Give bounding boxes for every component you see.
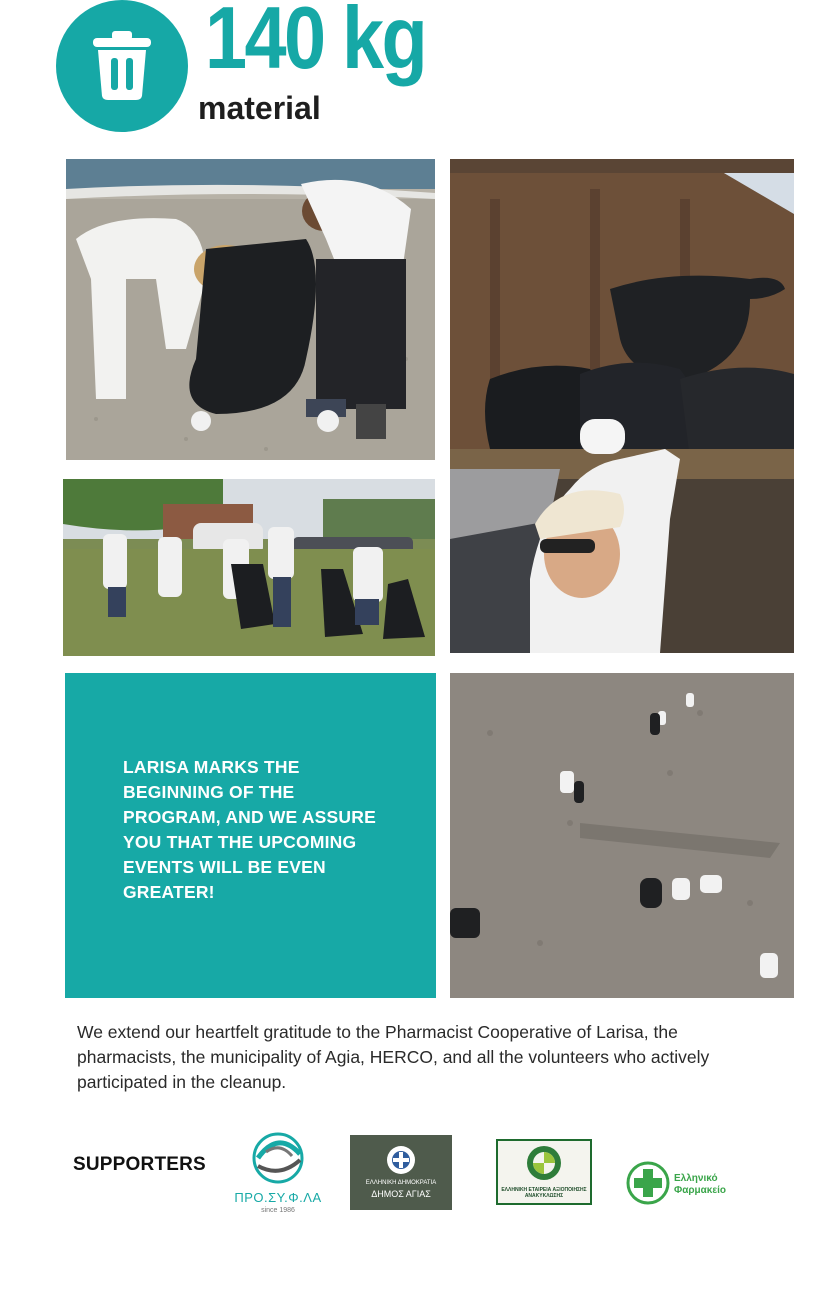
greek-emblem-icon <box>350 1135 452 1177</box>
dimos-agias-logo <box>350 1135 452 1210</box>
volunteers-beach-photo <box>66 159 435 460</box>
prosyfla-name: ΠΡΟ.ΣΥ.Φ.ΛΑ <box>234 1190 322 1205</box>
farm-line2: Φαρμακείο <box>674 1185 727 1196</box>
program-message: LARISA MARKS THE BEGINNING OF THE PROGRAM, AND WE ASSURE YOU THAT THE UPCOMING EVENTS WILL BE EVEN GREATER! <box>123 757 376 902</box>
recycling-icon <box>498 1141 590 1185</box>
pharmacy-cross-icon <box>625 1160 671 1206</box>
unit-label: material <box>198 90 321 126</box>
supporters-label: SUPPORTERS <box>73 1154 206 1175</box>
prosyfla-swirl-icon <box>228 1130 328 1190</box>
amount-collected: 140 kg <box>205 0 426 87</box>
dimos-line2: ΔΗΜΟΣ ΑΓΙΑΣ <box>371 1189 431 1199</box>
dimos-line1: ΕΛΛΗΝΙΚΗ ΔΗΜΟΚΡΑΤΙΑ <box>365 1180 437 1186</box>
gratitude-text: We extend our heartfelt gratitude to the Pharmacist Cooperative of Larisa, the pharmacists, the municipality of Agia, HERCO, and all the volunteers who actively participated in the cleanup. <box>77 1022 710 1092</box>
trash-can-icon <box>89 30 155 102</box>
aerial-beach-photo <box>450 673 794 998</box>
prosyfla-since: since 1986 <box>261 1207 295 1214</box>
herco-text: ΕΛΛΗΝΙΚΗ ΕΤΑΙΡΕΙΑ ΑΞΙΟΠΟΙΗΣΗΣ ΑΝΑΚΥΚΛΩΣΗΣ <box>501 1187 587 1199</box>
prosyfla-logo <box>228 1130 328 1220</box>
farm-line1: Ελληνικό <box>674 1173 718 1184</box>
trash-badge <box>56 0 188 132</box>
message-box <box>65 673 436 998</box>
herco-logo <box>496 1139 592 1205</box>
elliniko-farmakeio-logo <box>625 1160 735 1208</box>
field-cleanup-photo <box>63 479 435 656</box>
truck-garbage-photo <box>450 159 794 653</box>
